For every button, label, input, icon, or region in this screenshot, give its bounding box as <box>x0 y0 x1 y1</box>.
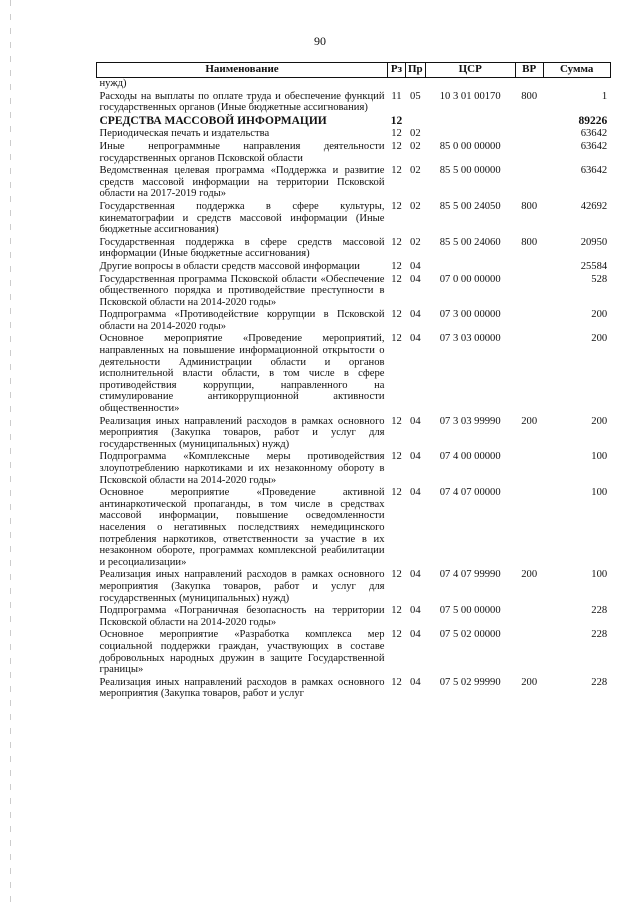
cell-vr: 200 <box>521 676 538 688</box>
cell-sum <box>543 78 610 91</box>
cell-rz: 12 <box>391 140 402 152</box>
cell-name: Государственная поддержка в сфере средств массовой информации (Иные бюджетные ассигнования) <box>99 236 385 260</box>
cell-csr: 07 4 07 00000 <box>439 487 501 499</box>
cell-name: Государственная программа Псковской области «Обеспечение общественного порядка и противодействие преступности в Псковской области на 2014-2020 годы» <box>99 273 385 308</box>
cell-csr: 85 0 00 00000 <box>439 140 501 152</box>
cell-pr: 04 <box>410 487 421 499</box>
cell-sum: 63642 <box>580 128 608 140</box>
cell-vr <box>515 487 543 569</box>
cell-rz: 12 <box>391 415 402 427</box>
cell-rz: 12 <box>391 200 402 212</box>
cell-name: нужд) <box>99 78 127 89</box>
cell-rz: 12 <box>390 114 403 127</box>
cell-pr: 02 <box>410 140 421 152</box>
cell-name: Реализация иных направлений расходов в рамках основного мероприятия (Закупка товаров, работ и услуг для государственных (муниципальных) нужд) <box>99 415 385 450</box>
cell-sum: 63642 <box>580 165 608 177</box>
table-row <box>97 629 611 676</box>
cell-pr: 04 <box>410 569 421 581</box>
cell-sum: 25584 <box>580 260 608 272</box>
table-row <box>97 274 611 310</box>
cell-sum: 200 <box>591 415 608 427</box>
cell-csr: 85 5 00 24050 <box>439 200 501 212</box>
table-row <box>97 451 611 487</box>
header-pr: Пр <box>406 63 426 78</box>
cell-rz: 12 <box>391 236 402 248</box>
header-name: Наименование <box>97 63 388 78</box>
cell-name: СРЕДСТВА МАССОВОЙ ИНФОРМАЦИИ <box>99 114 327 127</box>
table-row <box>97 141 611 165</box>
table-row <box>97 416 611 452</box>
cell-csr: 07 5 00 00000 <box>439 605 501 617</box>
cell-pr: 04 <box>410 605 421 617</box>
cell-csr: 07 3 03 99990 <box>439 415 501 427</box>
table-row <box>97 237 611 261</box>
cell-pr: 04 <box>410 333 421 345</box>
cell-pr: 04 <box>410 676 421 688</box>
cell-pr: 04 <box>410 629 421 641</box>
cell-vr <box>515 309 543 333</box>
cell-rz <box>388 78 406 91</box>
header-csr: ЦСР <box>425 63 515 78</box>
cell-pr: 04 <box>410 309 421 321</box>
cell-csr: 85 5 00 00000 <box>439 165 501 177</box>
cell-csr: 07 4 00 00000 <box>439 451 501 463</box>
cell-name: Ведомственная целевая программа «Поддержка и развитие средств массовой информации на территории Псковской области на 2017-2019 годы» <box>99 165 385 200</box>
cell-csr <box>425 115 515 129</box>
table-row <box>97 261 611 274</box>
cell-vr <box>515 629 543 676</box>
cell-name: Расходы на выплаты по оплате труда и обеспечение функций государственных органов (Иные бюджетные ассигнования) <box>99 90 385 114</box>
cell-name: Реализация иных направлений расходов в рамках основного мероприятия (Закупка товаров, работ и услуг <box>99 676 385 700</box>
cell-name: Реализация иных направлений расходов в рамках основного мероприятия (Закупка товаров, работ и услуг для государственных (муниципальных) нужд) <box>99 569 385 604</box>
cell-pr: 02 <box>410 128 421 140</box>
cell-name: Основное мероприятие «Разработка комплекса мер социальной поддержки граждан, участвующих в составе добровольных народных дружин в защите Государственной границы» <box>99 629 385 676</box>
header-rz: Рз <box>388 63 406 78</box>
cell-csr: 07 5 02 00000 <box>439 629 501 641</box>
cell-rz: 12 <box>391 605 402 617</box>
cell-pr: 02 <box>410 200 421 212</box>
cell-pr: 02 <box>410 165 421 177</box>
cell-pr: 04 <box>410 415 421 427</box>
cell-vr <box>515 141 543 165</box>
table-row <box>97 487 611 569</box>
cell-vr: 200 <box>521 415 538 427</box>
cell-rz: 12 <box>391 676 402 688</box>
cell-vr <box>515 78 543 91</box>
cell-csr: 10 3 01 00170 <box>439 90 501 102</box>
cell-csr <box>425 128 515 141</box>
cell-name: Подпрограмма «Комплексные меры противодействия злоупотреблению наркотиками и их незаконному обороту в Псковской области на 2014-2020 годы» <box>99 451 385 486</box>
cell-csr: 07 5 02 99990 <box>439 676 501 688</box>
cell-sum: 42692 <box>580 200 608 212</box>
cell-name: Государственная поддержка в сфере культуры, кинематографии и средств массовой информации (Иные бюджетные ассигнования) <box>99 200 385 236</box>
header-sum: Сумма <box>543 63 610 78</box>
scan-edge <box>10 0 11 905</box>
table-row <box>97 677 611 701</box>
cell-vr: 800 <box>521 200 538 212</box>
table-row <box>97 201 611 237</box>
section-row <box>97 115 611 129</box>
cell-name: Иные непрограммные направления деятельности государственных органов Псковской области <box>99 140 385 164</box>
cell-pr: 04 <box>410 273 421 285</box>
table-row <box>97 333 611 415</box>
cell-vr <box>515 451 543 487</box>
cell-vr <box>515 261 543 274</box>
table-header <box>97 63 611 78</box>
cell-rz: 11 <box>391 90 402 102</box>
cell-sum: 63642 <box>580 140 608 152</box>
cell-sum: 200 <box>591 333 608 345</box>
cell-csr <box>425 261 515 274</box>
cell-sum: 228 <box>591 605 608 617</box>
cell-rz: 12 <box>391 487 402 499</box>
cell-csr: 07 3 03 00000 <box>439 333 501 345</box>
cell-pr: 04 <box>410 451 421 463</box>
cell-vr <box>515 165 543 201</box>
cell-name: Периодическая печать и издательства <box>99 128 270 140</box>
cell-name: Подпрограмма «Пограничная безопасность на территории Псковской области на 2014-2020 годы» <box>99 605 385 628</box>
cell-vr <box>515 333 543 415</box>
cell-rz: 12 <box>391 165 402 177</box>
cell-pr <box>406 78 426 91</box>
cell-csr: 07 0 00 00000 <box>439 273 501 285</box>
cell-vr: 200 <box>521 569 538 581</box>
cell-rz: 12 <box>391 260 402 272</box>
cell-pr <box>406 115 426 129</box>
cell-sum: 89226 <box>578 114 608 127</box>
cell-pr: 04 <box>410 260 421 272</box>
cell-csr: 07 4 07 99990 <box>439 569 501 581</box>
cell-sum: 528 <box>591 273 608 285</box>
page-number: 90 <box>314 34 326 48</box>
cell-rz: 12 <box>391 273 402 285</box>
cell-name: Подпрограмма «Противодействие коррупции в Псковской области на 2014-2020 годы» <box>99 309 385 332</box>
cell-vr <box>515 605 543 629</box>
budget-table <box>96 62 611 701</box>
cell-rz: 12 <box>391 309 402 321</box>
cell-rz: 12 <box>391 128 402 140</box>
cell-vr: 800 <box>521 236 538 248</box>
cell-sum: 100 <box>591 569 608 581</box>
cell-sum: 200 <box>591 309 608 321</box>
cell-sum: 1 <box>601 90 608 102</box>
table-row <box>97 91 611 115</box>
cell-csr <box>425 78 515 91</box>
table-body <box>97 78 611 701</box>
table-row <box>97 569 611 605</box>
cell-rz: 12 <box>391 629 402 641</box>
cell-rz: 12 <box>391 333 402 345</box>
cell-rz: 12 <box>391 569 402 581</box>
cell-sum: 228 <box>591 629 608 641</box>
cell-name: Основное мероприятие «Проведение мероприятий, направленных на повышение информационной открытости о деятельности Администрации области и органов исполнительной власти области, в том числе в сфере противодействия коррупции, направленного на стимулирование антикоррупционной активности общественности» <box>99 333 385 415</box>
table-row <box>97 309 611 333</box>
header-vr: ВР <box>515 63 543 78</box>
cell-sum: 228 <box>591 676 608 688</box>
cell-rz: 12 <box>391 451 402 463</box>
cell-csr: 07 3 00 00000 <box>439 309 501 321</box>
cell-pr: 05 <box>410 90 421 102</box>
cell-vr <box>515 128 543 141</box>
table-row <box>97 165 611 201</box>
cell-vr: 800 <box>521 90 538 102</box>
cell-sum: 100 <box>591 451 608 463</box>
cell-csr: 85 5 00 24060 <box>439 236 501 248</box>
table-row <box>97 605 611 629</box>
cell-sum: 20950 <box>580 236 608 248</box>
table-row <box>97 78 611 91</box>
cell-sum: 100 <box>591 487 608 499</box>
cell-name: Основное мероприятие «Проведение активной антинаркотической пропаганды, в том числе в средствах массовой информации, повышение осведомленности населения о негативных последствиях немедицинского потребления наркотиков, ответственности за участие в их незаконном обороте, программах комплексной реабилитации и ресоциализации» <box>99 487 385 568</box>
cell-name: Другие вопросы в области средств массовой информации <box>99 260 360 272</box>
table-row <box>97 128 611 141</box>
cell-vr <box>515 115 543 129</box>
cell-pr: 02 <box>410 236 421 248</box>
cell-vr <box>515 274 543 310</box>
